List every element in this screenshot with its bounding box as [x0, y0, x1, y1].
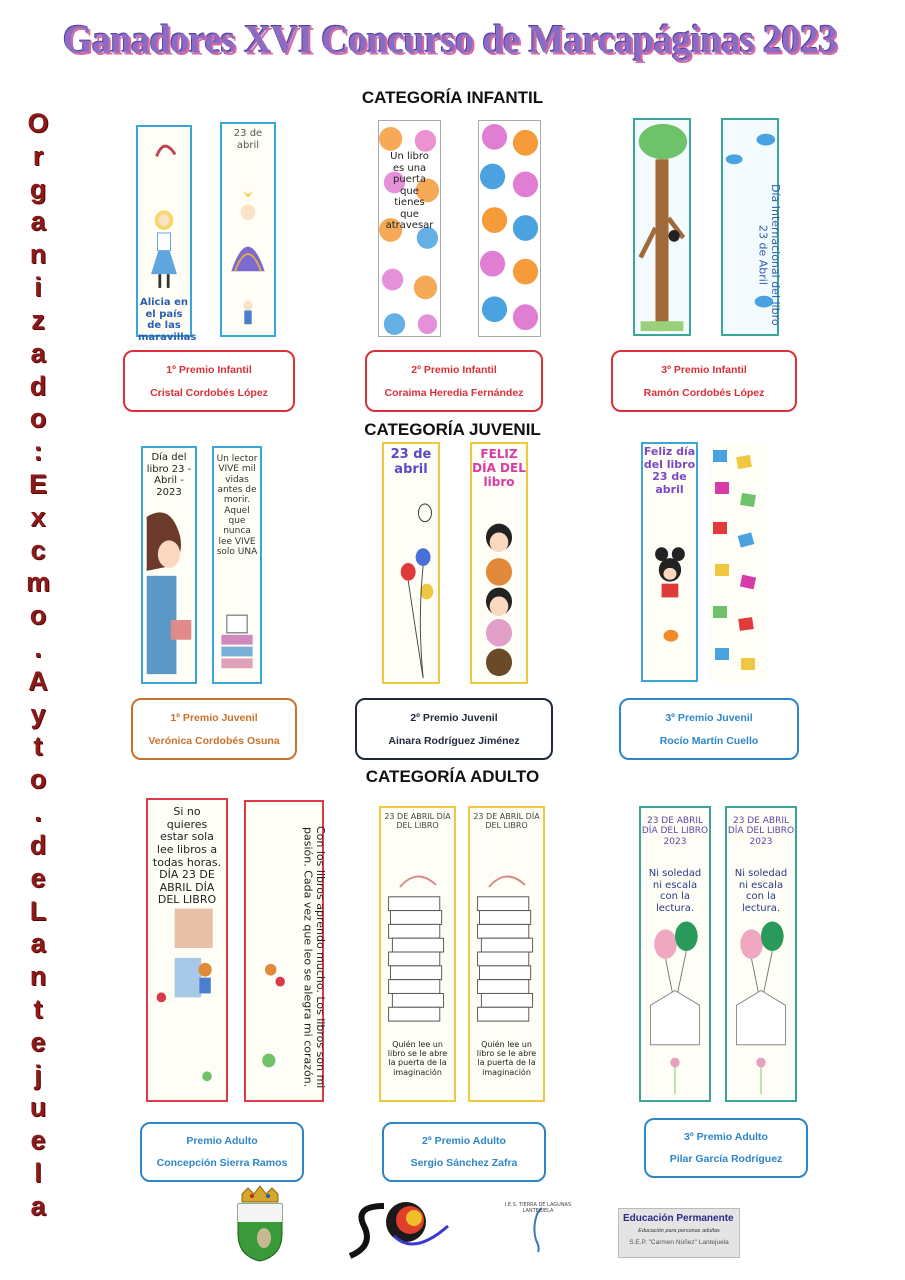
bookmark-adulto-3a	[639, 806, 711, 1102]
page-title: Ganadores XVI Concurso de Marcapáginas 2023	[62, 17, 838, 63]
prize-adulto-1	[140, 1122, 304, 1182]
bookmark-text: 23 DE ABRIL DÍA DEL LIBRO 2023	[641, 816, 709, 847]
prize-place: 2º Premio Adulto	[422, 1135, 506, 1147]
educacion-permanente-logo	[618, 1208, 740, 1258]
bookmark-adulto-2a	[379, 806, 456, 1102]
prize-infantil-2	[365, 350, 543, 412]
bookmark-text: Día Internacional del libro 23 de Abril	[756, 184, 782, 326]
prize-winner: Concepción Sierra Ramos	[156, 1157, 288, 1169]
bookmark-text: Ni soledad ni escala con la lectura.	[648, 868, 702, 914]
school-logo-text: I.E.S. TIERRA DE LAGUNAS LANTEJUELA	[504, 1202, 572, 1214]
prize-winner: Verónica Cordobés Osuna	[148, 734, 280, 747]
organizer-letter: g	[29, 173, 47, 204]
organizer-letter: l	[34, 1158, 42, 1188]
edu-logo-subtitle: Educación para personas adultas	[638, 1228, 720, 1234]
organizer-letter: E	[28, 468, 47, 499]
bookmark-text: Quién lee un libro se le abre la puerta de la imaginación	[476, 1040, 537, 1077]
prize-adulto-2	[382, 1122, 546, 1182]
bookmark-text: Alicia en el país de las maravillas	[138, 297, 197, 343]
association-logo	[344, 1196, 454, 1260]
prize-place: Premio Adulto	[186, 1135, 258, 1147]
bookmark-juvenil-1b	[212, 446, 262, 684]
edu-logo-title: Educación Permanente	[623, 1213, 734, 1224]
prize-winner: Ramón Cordobés López	[643, 386, 765, 399]
prize-juvenil-2	[355, 698, 553, 760]
bookmark-adulto-3b	[725, 806, 797, 1102]
bookmark-infantil-3a	[633, 118, 691, 336]
edu-logo-center: S.E.P. "Carmen Núñez" Lantejuela	[629, 1239, 729, 1246]
organizer-letter: d	[29, 370, 47, 401]
bookmark-infantil-1b	[220, 122, 276, 337]
category-juvenil-title: CATEGORÍA JUVENIL	[364, 420, 541, 439]
organizer-letter: t	[33, 993, 43, 1024]
organizer-letter: c	[30, 534, 46, 565]
bookmark-infantil-2a	[378, 120, 441, 337]
organizer-letter: .	[34, 633, 42, 663]
bookmark-juvenil-3b	[709, 442, 766, 682]
prize-place: 2º Premio Juvenil	[410, 711, 498, 724]
bookmark-text: Un lector VIVE mil vidas antes de morir. Aquel que nunca lee VIVE solo UNA	[216, 454, 258, 558]
bookmark-text: 23 de abril	[233, 128, 263, 151]
organizer-letter: a	[30, 337, 46, 368]
bookmark-text: 23 DE ABRIL DÍA DEL LIBRO	[384, 812, 451, 831]
bookmark-text: Con los libros aprendo mucho. Los libros son mi pasión. Cada vez que leo se alegra mi corazón.	[301, 825, 327, 1089]
bookmark-adulto-2b	[468, 806, 545, 1102]
bookmark-text: Quién lee un libro se le abre la puerta de la imaginación	[387, 1040, 448, 1077]
category-infantil-title: CATEGORÍA INFANTIL	[361, 88, 544, 107]
bookmark-text: Un libro es una puerta que tienes que atravesar	[385, 151, 434, 231]
prize-place: 3º Premio Infantil	[661, 363, 747, 376]
bookmark-juvenil-1a	[141, 446, 197, 684]
organizer-letter: :	[33, 436, 43, 467]
prize-winner: Coraima Heredia Fernández	[384, 386, 524, 399]
bookmark-juvenil-2b	[470, 442, 528, 684]
organizer-letter: a	[30, 206, 46, 237]
organizer-letter: t	[33, 731, 43, 762]
bookmark-juvenil-2a	[382, 442, 440, 684]
organizer-letter: x	[30, 501, 46, 532]
bookmark-infantil-1a	[136, 125, 197, 343]
bookmark-text: Día del libro 23 - Abril - 2023	[146, 452, 192, 498]
school-logo	[502, 1200, 574, 1256]
organizer-letter: L	[29, 895, 47, 926]
coat-of-arms-logo	[234, 1186, 286, 1262]
bookmark-text: FELIZ DÍA DEL libro	[472, 447, 526, 489]
organizer-letter: o	[29, 403, 47, 434]
organizer-letter: e	[30, 1125, 46, 1156]
bookmark-infantil-2b	[478, 120, 541, 337]
bookmark-text: 23 DE ABRIL DÍA DEL LIBRO	[473, 812, 540, 831]
organizer-letter: j	[34, 1059, 42, 1090]
prize-juvenil-3	[619, 698, 799, 760]
organizer-letter: i	[34, 272, 42, 303]
organizer-letter: A	[28, 665, 48, 696]
prize-place: 2º Premio Infantil	[411, 363, 497, 376]
organizer-letter: z	[31, 304, 45, 335]
prize-adulto-3	[644, 1118, 808, 1178]
organizer-letter: O	[27, 108, 49, 138]
organizer-letter: m	[25, 567, 50, 598]
organizer-letter: y	[30, 698, 46, 729]
prize-infantil-3	[611, 350, 797, 412]
bookmark-text: 23 de abril	[390, 447, 432, 477]
prize-infantil-1	[123, 350, 295, 412]
organizer-letter: .	[34, 797, 42, 828]
organizer-letter: o	[29, 764, 47, 795]
prize-juvenil-1	[131, 698, 297, 760]
organizer-letter: a	[30, 928, 46, 959]
prize-winner: Sergio Sánchez Zafra	[410, 1157, 518, 1169]
bookmark-text: Ni soledad ni escala con la lectura.	[734, 868, 788, 914]
bookmark-text: Feliz día del libro 23 de abril	[643, 445, 696, 496]
prize-place: 3º Premio Adulto	[684, 1131, 768, 1143]
organizer-letter: d	[29, 829, 47, 860]
bookmark-adulto-1a	[146, 798, 228, 1102]
prize-winner: Cristal Cordobés López	[150, 386, 268, 399]
bookmark-juvenil-3a	[641, 442, 698, 682]
organizer-letter: n	[29, 961, 47, 992]
organizer-letter: u	[29, 1092, 47, 1123]
bookmark-infantil-3b	[721, 118, 782, 336]
bookmark-text: 23 DE ABRIL DÍA DEL LIBRO 2023	[727, 816, 795, 847]
prize-winner: Ainara Rodríguez Jiménez	[388, 734, 520, 747]
prize-place: 1º Premio Juvenil	[170, 711, 258, 724]
prize-place: 1º Premio Infantil	[166, 363, 252, 376]
organizer-vertical-text	[20, 110, 56, 1220]
organizer-letter: o	[29, 600, 47, 631]
organizer-letter: e	[30, 862, 46, 893]
organizer-letter: e	[30, 1026, 46, 1057]
prize-winner: Rocío Martín Cuello	[659, 734, 759, 747]
category-adulto-title: CATEGORÍA ADULTO	[365, 767, 540, 786]
bookmark-text: Si no quieres estar sola lee libros a todas horas. DÍA 23 DE ABRIL DÍA DEL LIBRO	[152, 805, 222, 907]
organizer-letter: r	[32, 140, 44, 171]
prize-place: 3º Premio Juvenil	[665, 711, 753, 724]
bookmark-adulto-1b	[244, 800, 327, 1102]
organizer-letter: a	[30, 1190, 46, 1221]
prize-winner: Pilar García Rodríguez	[669, 1153, 783, 1165]
organizer-letter: n	[29, 239, 47, 270]
